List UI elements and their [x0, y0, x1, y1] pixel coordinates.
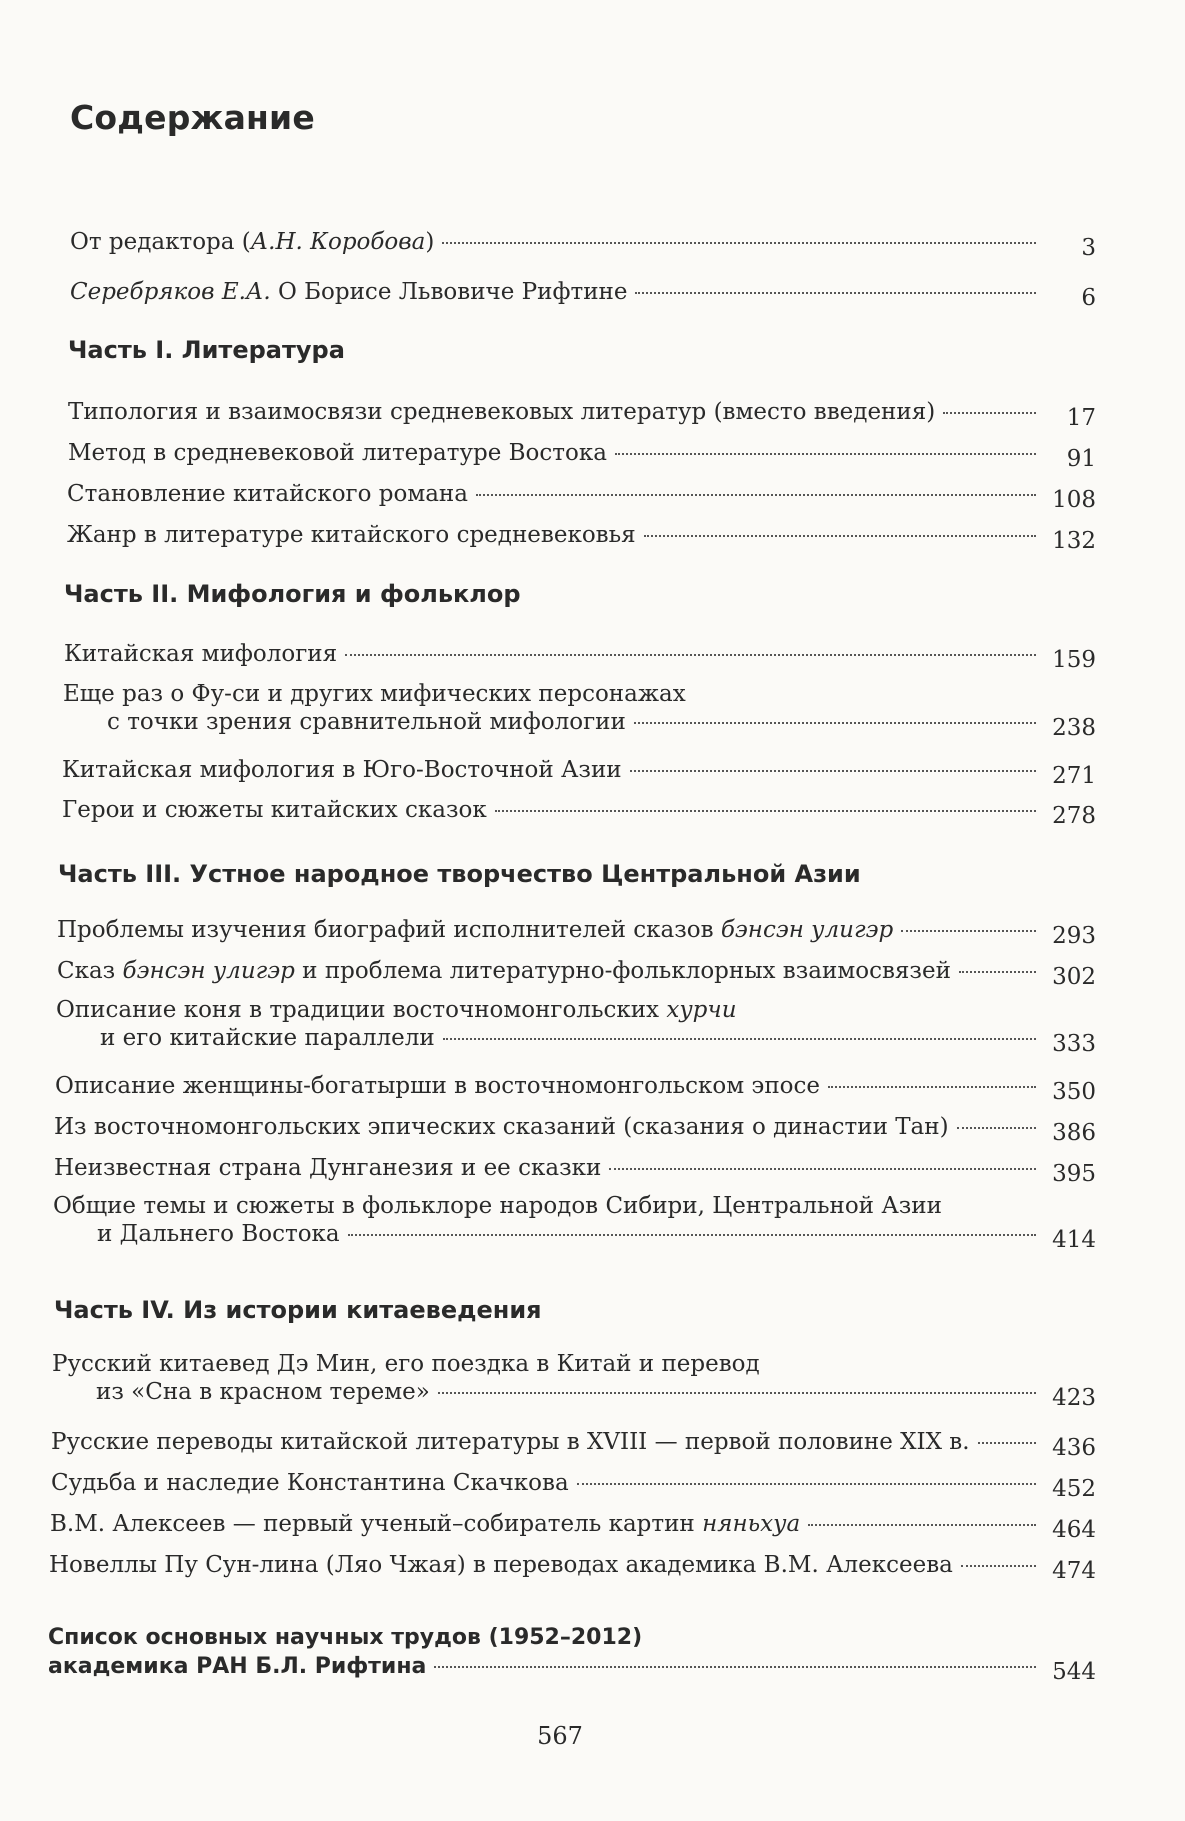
leader-dots	[957, 1127, 1036, 1129]
toc-entry: Судьба и наследие Константина Скачкова 452	[51, 1470, 1096, 1502]
page-ref: 6	[1081, 285, 1096, 311]
toc-entry: Проблемы изучения биографий исполнителей сказов бэнсэн улигэр 293	[57, 917, 1096, 949]
toc-entry: Жанр в литературе китайского средневековья 132	[67, 522, 1096, 554]
leader-dots	[495, 810, 1036, 812]
section-title-part-1: Часть I. Литература	[68, 336, 345, 364]
page-ref: 436	[1052, 1435, 1096, 1461]
leader-dots	[959, 971, 1036, 973]
page-ref: 544	[1052, 1659, 1096, 1685]
leader-dots	[348, 1234, 1036, 1236]
leader-dots	[901, 930, 1036, 932]
toc-entry: Метод в средневековой литературе Востока 91	[68, 440, 1096, 472]
toc-entry: Становление китайского романа 108	[67, 481, 1096, 513]
leader-dots	[345, 654, 1036, 656]
page-ref: 333	[1052, 1031, 1096, 1057]
leader-dots	[476, 494, 1036, 496]
toc-entry-editor: От редактора (А.Н. Коробова) 3	[70, 229, 1096, 261]
section-title-part-4: Часть IV. Из истории китаеведения	[54, 1296, 542, 1324]
toc-entry: Типология и взаимосвязи средневековых литератур (вместо введения) 17	[68, 399, 1096, 431]
page-ref: 3	[1081, 235, 1096, 261]
toc-entry-bibliography: Список основных научных трудов (1952–2012) академика РАН Б.Л. Рифтина 544	[48, 1625, 1096, 1685]
leader-dots	[634, 722, 1036, 724]
leader-dots	[943, 412, 1036, 414]
leader-dots	[609, 1168, 1036, 1170]
toc-entry: Русский китаевед Дэ Мин, его поездка в Китай и перевод из «Сна в красном тереме» 423	[52, 1351, 1096, 1411]
toc-entry: Описание коня в традиции восточномонгольских хурчи и его китайские параллели 333	[56, 997, 1096, 1057]
leader-dots	[442, 242, 1036, 244]
section-title-part-2: Часть II. Мифология и фольклор	[64, 580, 521, 608]
leader-dots	[443, 1038, 1036, 1040]
page-ref: 91	[1066, 446, 1096, 472]
page-ref: 159	[1052, 647, 1096, 673]
page-ref: 132	[1052, 528, 1096, 554]
page-ref: 271	[1052, 763, 1096, 789]
toc-entry: Неизвестная страна Дунганезия и ее сказки 395	[54, 1155, 1096, 1187]
leader-dots	[630, 770, 1036, 772]
toc-entry-serebryakov: Серебряков Е.А. О Борисе Львовиче Рифтине 6	[70, 279, 1096, 311]
toc-entry: Еще раз о Фу-си и других мифических персонажах с точки зрения сравнительной мифологии 238	[63, 681, 1096, 741]
page-ref: 108	[1052, 487, 1096, 513]
leader-dots	[434, 1666, 1036, 1668]
toc-entry: Герои и сюжеты китайских сказок 278	[62, 797, 1096, 829]
page-ref: 414	[1052, 1227, 1096, 1253]
page-ref: 452	[1052, 1476, 1096, 1502]
page-title: Содержание	[70, 98, 315, 137]
leader-dots	[978, 1442, 1036, 1444]
page-ref: 386	[1052, 1120, 1096, 1146]
page-ref: 278	[1052, 803, 1096, 829]
leader-dots	[961, 1565, 1036, 1567]
leader-dots	[577, 1483, 1036, 1485]
leader-dots	[828, 1086, 1036, 1088]
toc-entry: Новеллы Пу Сун-лина (Ляо Чжая) в переводах академика В.М. Алексеева 474	[49, 1552, 1096, 1584]
page-ref: 238	[1052, 715, 1096, 741]
toc-entry: Общие темы и сюжеты в фольклоре народов Сибири, Центральной Азии и Дальнего Востока 414	[53, 1193, 1096, 1253]
page-ref: 350	[1052, 1079, 1096, 1105]
leader-dots	[615, 453, 1036, 455]
page-ref: 293	[1052, 923, 1096, 949]
leader-dots	[438, 1392, 1036, 1394]
leader-dots	[808, 1524, 1036, 1526]
toc-entry: Сказ бэнсэн улигэр и проблема литературно-фольклорных взаимосвязей 302	[57, 958, 1096, 990]
toc-entry: Описание женщины-богатырши в восточномонгольском эпосе 350	[55, 1073, 1096, 1105]
toc-entry: Китайская мифология в Юго-Восточной Азии 271	[62, 757, 1096, 789]
page-ref: 302	[1052, 964, 1096, 990]
toc-entry: Китайская мифология 159	[64, 641, 1096, 673]
toc-entry: Из восточномонгольских эпических сказаний (сказания о династии Тан) 386	[54, 1114, 1096, 1146]
toc-entry: Русские переводы китайской литературы в XVIII — первой половине XIX в. 436	[51, 1429, 1096, 1461]
section-title-part-3: Часть III. Устное народное творчество Центральной Азии	[58, 860, 861, 888]
page-ref: 423	[1052, 1385, 1096, 1411]
page-ref: 464	[1052, 1517, 1096, 1543]
page-ref: 474	[1052, 1558, 1096, 1584]
leader-dots	[635, 292, 1036, 294]
page-ref: 395	[1052, 1161, 1096, 1187]
toc-entry: В.М. Алексеев — первый ученый–собиратель картин няньхуа 464	[50, 1511, 1096, 1543]
leader-dots	[644, 535, 1036, 537]
page-number: 567	[537, 1722, 583, 1750]
page-ref: 17	[1066, 405, 1096, 431]
